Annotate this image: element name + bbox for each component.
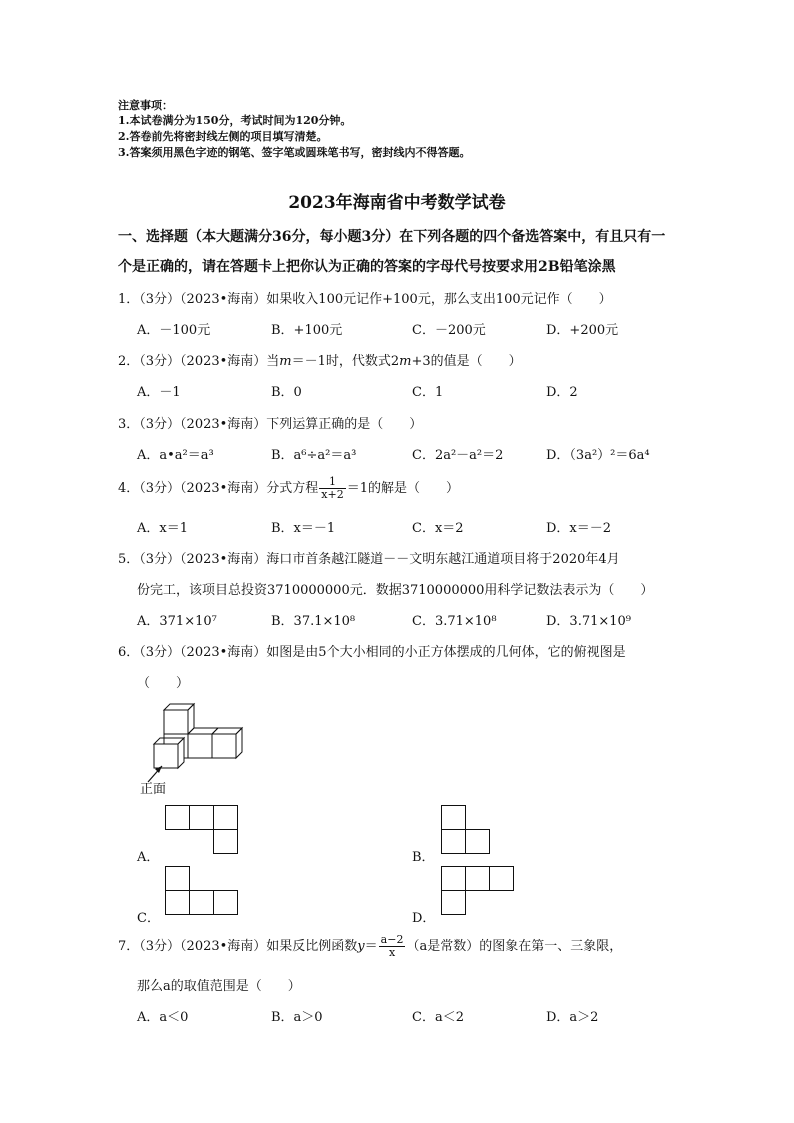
q7-option-b: B．a＞0 — [271, 1010, 323, 1025]
q7-stem-b: （a是常数）的图象在第一、三象限， — [406, 939, 623, 954]
q7-stem-a: 7．（3分）（2023•海南）如果反比例函数 — [118, 939, 358, 954]
q7-stem — [118, 934, 622, 959]
q4-option-a: A．x＝1 — [137, 521, 188, 536]
q4-fraction-numerator: 1 — [319, 476, 345, 489]
q1-option-b: B．+100元 — [271, 323, 343, 338]
q5-option-a: A．371×10⁷ — [137, 614, 217, 629]
notice-heading: 注意事项： — [118, 99, 173, 112]
q2-option-d: D．2 — [546, 385, 578, 400]
q7-var-y: y — [357, 939, 365, 954]
q6-option-c: C． — [137, 911, 160, 926]
q4-stem — [118, 476, 459, 501]
page-title: 2023年海南省中考数学试卷 — [288, 193, 506, 213]
q7-stem-line-2: 那么a的取值范围是（ ） — [137, 979, 301, 994]
notice-item-2: 2.答卷前先将密封线左侧的项目填写清楚。 — [118, 130, 328, 143]
notice-item-3: 3.答案须用黑色字迹的钢笔、签字笔或圆珠笔书写，密封线内不得答题。 — [118, 146, 471, 159]
q7-fraction — [379, 934, 406, 959]
q7-equals: ＝ — [364, 939, 378, 954]
q3-option-d: D．（3a²）²＝6a⁴ — [546, 448, 650, 463]
q6-option-a: A． — [137, 850, 160, 865]
section-line-1: 一、选择题（本大题满分36分，每小题3分）在下列各题的四个备选答案中，有且只有一 — [118, 229, 666, 245]
q2-var-m2: m — [399, 354, 412, 369]
q6-stem-line-1: 6．（3分）（2023•海南）如图是由5个大小相同的小正方体摆成的几何体，它的俯视图是 — [118, 645, 626, 660]
q4-option-d: D．x＝－2 — [546, 521, 612, 536]
q6-option-c-figure — [165, 866, 241, 917]
q5-option-c: C．3.71×10⁸ — [412, 614, 497, 629]
q2-stem-b: ＝－1时，代数式2 — [291, 354, 400, 369]
q4-fraction-denominator: x+2 — [321, 488, 344, 501]
notice-item-1: 1.本试卷满分为150分，考试时间为120分钟。 — [118, 114, 352, 127]
q7-option-c: C．a＜2 — [412, 1010, 464, 1025]
q1-option-a: A．－100元 — [137, 323, 211, 338]
q5-option-d: D．3.71×10⁹ — [546, 614, 632, 629]
q2-option-c: C．1 — [412, 385, 444, 400]
q6-stem-line-2: （ ） — [137, 676, 190, 691]
q1-stem: 1．（3分）（2023•海南）如果收入100元记作+100元，那么支出100元记作（ ） — [118, 292, 612, 307]
q4-fraction — [319, 476, 345, 501]
cube-figure — [140, 700, 260, 780]
q1-option-c: C．－200元 — [412, 323, 486, 338]
q7-fraction-denominator: x — [388, 946, 396, 959]
q4-option-c: C．x＝2 — [412, 521, 464, 536]
q4-stem-b: ＝1的解是（ ） — [346, 481, 459, 496]
q6-option-b: B． — [412, 850, 435, 865]
q3-option-a: A．a•a²＝a³ — [137, 448, 214, 463]
q5-stem-line-1: 5．（3分）（2023•海南）海口市首条越江隧道－－文明东越江通道项目将于2020年4月 — [118, 552, 620, 567]
q1-option-d: D．+200元 — [546, 323, 619, 338]
q2-var-m: m — [279, 354, 292, 369]
q6-front-label: 正面 — [140, 782, 167, 797]
q6-option-d-figure — [441, 866, 517, 917]
q2-option-b: B．0 — [271, 385, 302, 400]
q6-option-a-figure — [165, 805, 241, 856]
q6-option-b-figure — [441, 805, 493, 856]
q3-option-b: B．a⁶÷a²＝a³ — [271, 448, 357, 463]
q7-fraction-numerator: a−2 — [380, 933, 404, 946]
q3-option-c: C．2a²－a²＝2 — [412, 448, 504, 463]
q2-option-a: A．－1 — [137, 385, 181, 400]
q6-option-d: D． — [412, 911, 436, 926]
q3-stem: 3．（3分）（2023•海南）下列运算正确的是（ ） — [118, 417, 423, 432]
q2-stem — [118, 350, 522, 369]
q2-stem-c: +3的值是（ ） — [411, 354, 522, 369]
q5-option-b: B．37.1×10⁸ — [271, 614, 356, 629]
q4-option-b: B．x＝－1 — [271, 521, 336, 536]
q4-stem-a: 4．（3分）（2023•海南）分式方程 — [118, 481, 319, 496]
q2-stem-a: 2．（3分）（2023•海南）当 — [118, 354, 280, 369]
section-line-2: 个是正确的，请在答题卡上把你认为正确的答案的字母代号按要求用2B铅笔涂黑 — [118, 259, 616, 275]
q7-option-a: A．a＜0 — [137, 1010, 189, 1025]
q5-stem-line-2: 份完工，该项目总投资3710000000元．数据3710000000用科学记数法表示为（ ） — [137, 583, 654, 598]
q7-option-d: D．a＞2 — [546, 1010, 599, 1025]
